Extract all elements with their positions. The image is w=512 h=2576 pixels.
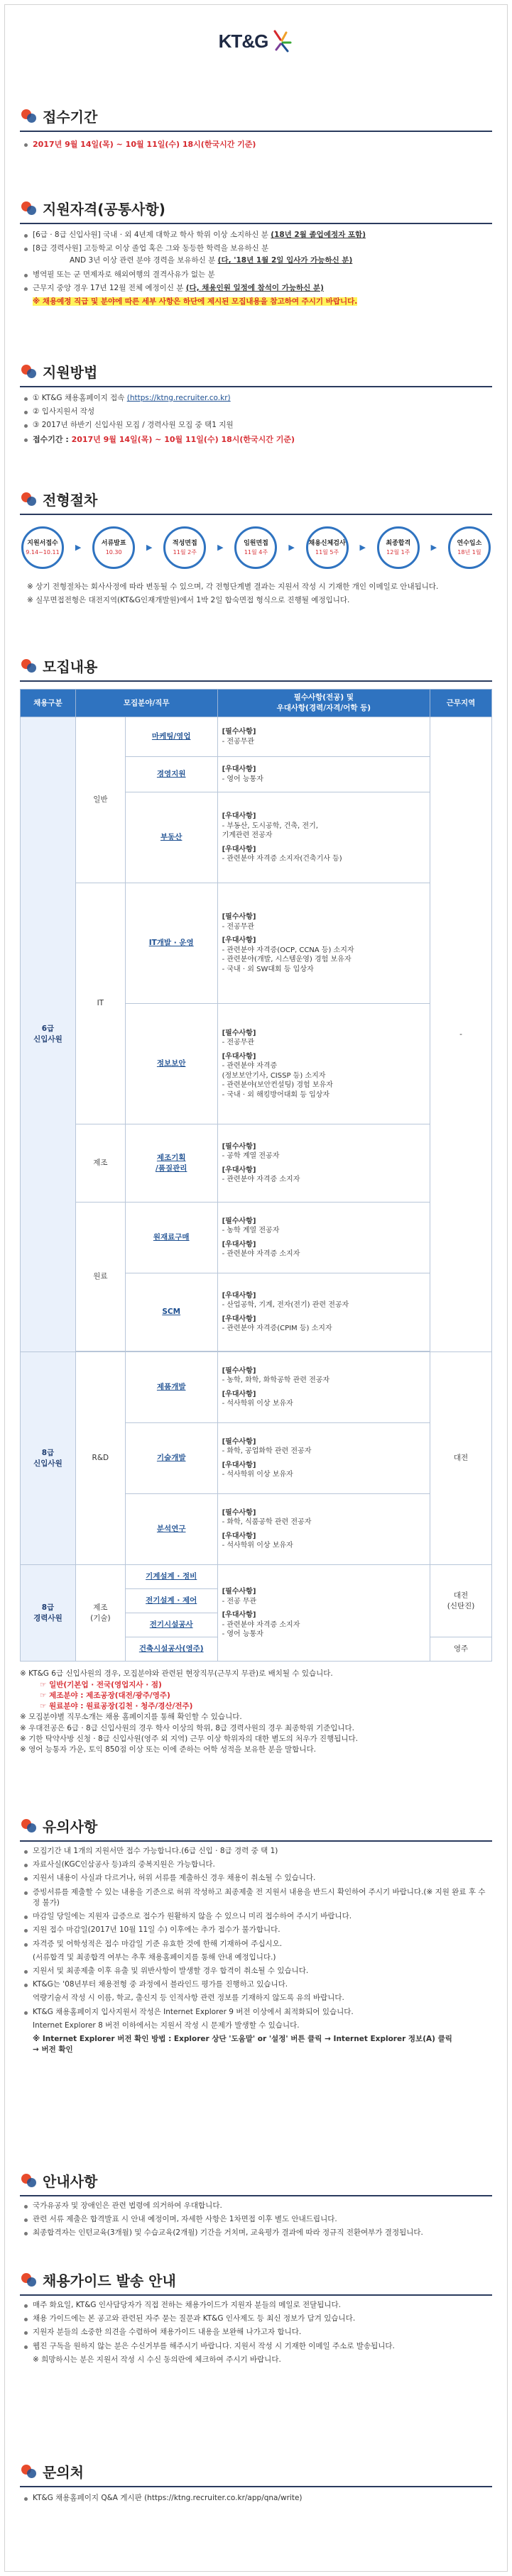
qual-line: [필수사항] bbox=[222, 1142, 256, 1151]
apply-period: 접수기간 : 2017년 9월 14일(목) ~ 10월 11일(수) 18시(한국시간 기준) bbox=[20, 434, 492, 446]
section-title: 유의사항 bbox=[43, 1818, 98, 1835]
qual-line: [우대사항] bbox=[222, 1291, 256, 1300]
process-step: 연수입소 18년 1월 bbox=[448, 526, 491, 569]
table-row: 분석연구 [필수사항] - 화학, 식품공학 관련 전공자 [우대사항] - 석사학위 이상 보유자 bbox=[21, 1494, 492, 1565]
process-step: 임원면접 11월 4주 bbox=[234, 526, 277, 569]
arrow-right-icon: ▶ bbox=[146, 543, 153, 553]
qual-line: - 국내 · 외 SW대회 등 입상자 bbox=[222, 965, 314, 973]
qual-line: - 관련분야 자격증 bbox=[222, 1062, 278, 1071]
qual-line: - 관련분야 자격증(CPIM 등) 소지자 bbox=[222, 1325, 332, 1333]
table-row: 8급 신입사원 R&D 제품개발 [필수사항] - 농학, 화학, 화학공학 관련 전공자 [우대사항] - 석사학위 이상 보유자 대전 bbox=[21, 1352, 492, 1423]
qual-q2 bbox=[217, 757, 430, 792]
qual-line: - 석사학위 이상 보유자 bbox=[222, 1542, 293, 1550]
apply-step: ② 입사지원서 작성 bbox=[20, 407, 492, 417]
qual-line: [우대사항] bbox=[222, 1390, 256, 1398]
section-bullet-icon bbox=[20, 491, 38, 509]
qual-line: [필수사항] bbox=[222, 1508, 256, 1517]
section-title: 지원방법 bbox=[43, 363, 98, 381]
qual-line: - 관련분야 자격증 소지자 bbox=[222, 1620, 300, 1629]
ktng-logo bbox=[0, 28, 512, 55]
header-qual: 필수사항(전공) 및 우대사항(경력/자격/어학 등) bbox=[217, 690, 430, 717]
qual-line: [우대사항] bbox=[222, 765, 256, 774]
qual-line: [필수사항] bbox=[222, 1588, 256, 1596]
qual-line: - 관련분야 자격증 소지자 bbox=[222, 1176, 300, 1184]
arrow-right-icon: ▶ bbox=[359, 543, 366, 553]
section-bullet-icon bbox=[20, 2172, 38, 2191]
header-group: 채용구분 bbox=[21, 690, 76, 717]
qual-line: - 관련분야(보안컨설팅) 경험 보유자 bbox=[222, 1081, 333, 1090]
qual-line: [필수사항] bbox=[222, 1217, 256, 1225]
header-place: 근무지역 bbox=[430, 690, 492, 717]
qual-q3 bbox=[217, 792, 430, 883]
arrow-right-icon: ▶ bbox=[430, 543, 437, 553]
recruit-site-link[interactable]: (https://ktng.recruiter.co.kr) bbox=[126, 394, 231, 402]
section-bullet-icon bbox=[20, 1818, 38, 1836]
qual-line: - 공학 계열 전공자 bbox=[222, 1152, 280, 1161]
group-6: 6급 신입사원 bbox=[21, 717, 76, 1352]
caution-item: ※ Internet Explorer 버전 확인 방법 : Explorer 상단 '도움말' or '설정' 버튼 클릭 → Internet Explorer 정보(A) 클릭 bbox=[33, 2035, 452, 2044]
group-career: 8급 경력사원 bbox=[21, 1565, 76, 1662]
section-contact bbox=[20, 2462, 492, 2504]
section-bullet-icon bbox=[20, 108, 38, 126]
logo-text: KT&G bbox=[218, 31, 268, 52]
qual-line: [우대사항] bbox=[222, 1166, 256, 1174]
qual-line: 기계관련 전공자 bbox=[222, 831, 273, 840]
table-header-row bbox=[21, 690, 492, 717]
note: ※ KT&G 6급 신입사원의 경우, 모집분야와 관련된 현장직무(근무지 무관)로 배치될 수 있습니다. bbox=[20, 1669, 333, 1679]
recruitment-table bbox=[20, 689, 492, 1662]
qual-line: [우대사항] bbox=[222, 845, 256, 853]
notice-item: 관련 서류 제출은 합격발표 시 안내 예정이며, 자세한 사항은 1차면접 이후 별도 안내드립니다. bbox=[20, 2214, 492, 2225]
qual-line: - 관련분야 자격증(OCP, CCNA 등) 소지자 bbox=[222, 946, 354, 954]
qual-q5 bbox=[217, 1004, 430, 1124]
caution-item: → 버전 확인 bbox=[33, 2045, 73, 2055]
table-row: 8급 경력사원 제조 (기술) 기계설계 · 정비 [필수사항] - 전공 무관 [우대사항] - 관련분야 자격증 소지자 - 영어 능통자 대전 (신탄진) bbox=[21, 1565, 492, 1589]
qual-line: (정보보안기사, CISSP 등) 소지자 bbox=[222, 1071, 326, 1080]
qual-line: - 관련분야(개발, 시스템운영) 경험 보유자 bbox=[222, 956, 352, 964]
caution-item: 증빙서류를 제출할 수 있는 내용을 기준으로 허위 작성하고 최종제출 전 지원서 내용을 반드시 확인하여 주시기 바랍니다.(※ 지원 완료 후 수정 불가) bbox=[20, 1887, 492, 1908]
caution-item: KT&G는 '08년부터 채용전형 중 과정에서 블라인드 평가를 진행하고 있습니다. bbox=[20, 1979, 492, 1990]
table-row: 제조 제조기획 /품질관리 [필수사항] - 공학 계열 전공자 [우대사항] - 관련분야 자격증 소지자 bbox=[21, 1124, 492, 1203]
qual-line: [우대사항] bbox=[222, 1532, 256, 1540]
qual-line: - 관련분야 자격증 소지자(건축기사 등) bbox=[222, 855, 342, 863]
section-title: 채용가이드 발송 안내 bbox=[43, 2272, 176, 2289]
qual-line: - 석사학위 이상 보유자 bbox=[222, 1471, 293, 1479]
qual-q9 bbox=[217, 1352, 430, 1423]
caution-item: 자격증 및 어학성적은 접수 마감일 기준 유효한 것에 한해 기재하여 주십시오. bbox=[20, 1939, 492, 1950]
section-title: 지원자격(공통사항) bbox=[43, 200, 165, 218]
section-bullet-icon bbox=[20, 2463, 38, 2482]
qual-item: 병역필 또는 군 면제자로 해외여행의 결격사유가 없는 분 bbox=[20, 270, 492, 280]
qual-line: - 농학, 화학, 화학공학 관련 전공자 bbox=[222, 1376, 330, 1385]
note: ☞ 제조분야 : 제조공장(대전/광주/영주) bbox=[40, 1691, 170, 1700]
section-bullet-icon bbox=[20, 200, 38, 219]
note: ※ 우대전공은 6급 · 8급 신입사원의 경우 학사 이상의 학위, 8급 경력사원의 경우 최종학위 기준입니다. bbox=[20, 1723, 355, 1732]
caution-item: 역량기술서 작성 시 이름, 학교, 출신지 등 인적사항 관련 정보를 기재하지 않도록 유의 바랍니다. bbox=[33, 1994, 344, 2003]
notice-item: 국가유공자 및 장애인은 관련 법령에 의거하여 우대합니다. bbox=[20, 2201, 492, 2211]
guide-item: ※ 희망하시는 분은 지원서 작성 시 수신 동의란에 체크하여 주시기 바랍니다. bbox=[33, 2355, 281, 2364]
section-application-period bbox=[20, 106, 492, 150]
guide-item: 매주 화요일, KT&G 인사담당자가 직접 전하는 채용가이드가 지원자 분들의 메일로 전달됩니다. bbox=[20, 2300, 492, 2311]
qual-line: - 관련분야 자격증 소지자 bbox=[222, 1250, 300, 1259]
caution-item: 모집기간 내 1개의 지원서만 접수 가능합니다.(6급 신입 · 8급 경력 중 택 1) bbox=[20, 1846, 492, 1857]
logo-mark-icon bbox=[272, 30, 293, 54]
qual-item: AND 3년 이상 관련 분야 경력을 보유하신 분 (다, '18년 1월 2일 입사가 가능하신 분) bbox=[70, 256, 353, 265]
section-how-to-apply bbox=[20, 362, 492, 446]
section-title: 문의처 bbox=[43, 2463, 84, 2481]
caution-item: Internet Explorer 8 버전 이하에서는 지원서 작성 시 문제가 발생할 수 있습니다. bbox=[33, 2021, 300, 2030]
qual-q12 bbox=[217, 1565, 430, 1662]
qual-q4 bbox=[217, 883, 430, 1004]
qual-line: [필수사항] bbox=[222, 1366, 256, 1375]
qual-line: [우대사항] bbox=[222, 1315, 256, 1323]
process-note: ※ 상기 전형절차는 회사사정에 따라 변동될 수 있으며, 각 전형단계별 결과는 지원서 작성 시 기재한 개인 이메일로 안내됩니다. bbox=[27, 582, 439, 591]
table-row: 부동산 [우대사항] - 부동산, 도시공학, 건축, 전기, 기계관련 전공자 [우대사항] - 관련분야 자격증 소지자(건축기사 등) bbox=[21, 792, 492, 883]
arrow-right-icon: ▶ bbox=[75, 543, 82, 553]
qual-line: - 영어 능통자 bbox=[222, 775, 263, 783]
apply-step: ③ 2017년 하반기 신입사원 모집 / 경력사원 모집 중 택1 지원 bbox=[20, 420, 492, 431]
note: ※ 모집분야별 직무소개는 채용 홈페이지를 통해 확인할 수 있습니다. bbox=[20, 1713, 242, 1722]
caution-item: 지원서 및 최종제출 이후 유출 및 위반사항이 발생할 경우 합격이 취소될 수 있습니다. bbox=[20, 1966, 492, 1977]
qual-q8 bbox=[217, 1273, 430, 1351]
guide-item: 웹진 구독을 원하지 않는 분은 수신거부를 해주시기 바랍니다. 지원서 작성 시 기재한 이메일 주소로 발송됩니다. bbox=[20, 2341, 492, 2352]
process-step: 채용신체검사 11월 5주 bbox=[306, 526, 349, 569]
qual-line: [우대사항] bbox=[222, 1240, 256, 1249]
process-step: 서류발표 10.30 bbox=[92, 526, 135, 569]
table-row: 전기설계 · 제어 bbox=[21, 1589, 492, 1613]
qual-line: [우대사항] bbox=[222, 1052, 256, 1061]
arrow-right-icon: ▶ bbox=[288, 543, 295, 553]
qual-q1 bbox=[217, 717, 430, 757]
qna-link[interactable]: KT&G 채용홈페이지 Q&A 게시판 (https://ktng.recruiter.co.kr/app/qna/write) bbox=[33, 2494, 303, 2502]
qual-line: [우대사항] bbox=[222, 936, 256, 945]
group-8: 8급 신입사원 bbox=[21, 1352, 76, 1565]
caution-item: KT&G 채용홈페이지 입사지원서 작성은 Internet Explorer 9 버전 이상에서 최적화되어 있습니다. bbox=[20, 2007, 492, 2018]
period-text: 2017년 9월 14일(목) ~ 10월 11일(수) 18시(한국시간 기준) bbox=[33, 140, 256, 149]
qual-line: - 부동산, 도시공학, 건축, 전기, bbox=[222, 822, 318, 830]
section-title: 접수기간 bbox=[43, 108, 98, 126]
table-row: 정보보안 [필수사항] - 전공무관 [우대사항] - 관련분야 자격증 (정보보안기사, CISSP 등) 소지자 - 관련분야(보안컨설팅) 경험 보유자 - 국내 · 외 해킹방어대회 등 입상자 bbox=[21, 1004, 492, 1124]
process-step: 최종합격 12월 1주 bbox=[377, 526, 420, 569]
table-row: 6급 신입사원 일반 마케팅/영업 [필수사항] - 전공무관 - bbox=[21, 717, 492, 757]
header-field: 모집분야/직무 bbox=[75, 690, 217, 717]
arrow-right-icon: ▶ bbox=[217, 543, 224, 553]
apply-step: ① KT&G 채용홈페이지 접속 (https://ktng.recruiter.co.kr) bbox=[20, 393, 492, 404]
section-notice bbox=[20, 2171, 492, 2239]
caution-item: 지원 접수 마감일(2017년 10월 11일 수) 이후에는 추가 접수가 불가합니다. bbox=[20, 1925, 492, 1935]
qual-line: - 전공무관 bbox=[222, 737, 255, 746]
qual-line: [필수사항] bbox=[222, 728, 256, 736]
section-title: 모집내용 bbox=[43, 658, 98, 675]
section-process bbox=[20, 490, 492, 606]
qual-line: - 산업공학, 기계, 전자(전기) 관련 전공자 bbox=[222, 1301, 349, 1310]
qual-line: - 전공무관 bbox=[222, 1039, 255, 1047]
qual-line: - 전공 무관 bbox=[222, 1597, 257, 1605]
section-recruitment bbox=[20, 656, 492, 1755]
section-cautions bbox=[20, 1816, 492, 2056]
qual-q7 bbox=[217, 1203, 430, 1273]
section-bullet-icon bbox=[20, 363, 38, 382]
section-qualification bbox=[20, 199, 492, 307]
recruitment-notes bbox=[20, 1669, 492, 1755]
qual-q10 bbox=[217, 1423, 430, 1494]
table-row: 전기시설공사 bbox=[21, 1613, 492, 1637]
qual-line: - 석사학위 이상 보유자 bbox=[222, 1400, 293, 1408]
caution-item: (서류합격 및 최종합격 여부는 추후 채용홈페이지를 통해 안내 예정입니다.) bbox=[33, 1952, 276, 1962]
qual-line: - 화학, 공업화학 관련 전공자 bbox=[222, 1447, 312, 1456]
process-step: 지원서접수 9.14~10.11 bbox=[21, 526, 64, 569]
qual-item: [8급 경력사원] 고등학교 이상 졸업 혹은 그와 동등한 학력을 보유하신 분 bbox=[20, 243, 492, 254]
note: ※ 기한 탁약사방 신청 · 8급 신입사원(영주 외 지역) 근무 이상 학위자의 대한 별도의 처우가 진행됩니다. bbox=[20, 1734, 358, 1743]
qual-q11 bbox=[217, 1494, 430, 1565]
process-step: 적성면접 11월 2주 bbox=[163, 526, 206, 569]
table-row: SCM [우대사항] - 산업공학, 기계, 전자(전기) 관련 전공자 [우대사항] - 관련분야 자격증(CPIM 등) 소지자 bbox=[21, 1273, 492, 1351]
qual-item: [6급 · 8급 신입사원] 국내 · 외 4년제 대학교 학사 학위 이상 소지하신 분 (18년 2월 졸업예정자 포함) bbox=[20, 230, 492, 241]
guide-item: 채용 가이드에는 본 공고와 관련된 자주 묻는 질문과 KT&G 인사제도 등 최신 정보가 담겨 있습니다. bbox=[20, 2314, 492, 2324]
qual-note: ※ 채용예정 직급 및 분야에 따른 세부 사항은 하단에 제시된 모집내용을 참고하여 주시기 바랍니다. bbox=[33, 297, 358, 306]
qual-q6 bbox=[217, 1124, 430, 1203]
qual-line: - 영어 능통자 bbox=[222, 1630, 263, 1639]
section-bullet-icon bbox=[20, 2272, 38, 2290]
process-note: ※ 실무면접전형은 대전지역(KT&G인재개발원)에서 1박 2일 합숙면접 형식으로 진행될 예정입니다. bbox=[27, 596, 350, 605]
table-row: 경영지원 [우대사항] - 영어 능통자 bbox=[21, 757, 492, 792]
caution-item: 마감일 당일에는 지원자 급증으로 접수가 원활하지 않을 수 있으니 미리 접수하여 주시기 바랍니다. bbox=[20, 1911, 492, 1922]
qual-line: [필수사항] bbox=[222, 1437, 256, 1446]
qual-line: [필수사항] bbox=[222, 913, 256, 922]
guide-item: 지원자 분들의 소중한 의견을 수렴하여 채용가이드 내용을 보완해 나가고자 합니다. bbox=[20, 2327, 492, 2338]
qual-line: [우대사항] bbox=[222, 1611, 256, 1620]
note: ☞ 원료분야 : 원료공장(김천 · 청주/경산/전주) bbox=[40, 1702, 193, 1711]
table-row: IT IT개발 · 운영 [필수사항] - 전공무관 [우대사항] - 관련분야 자격증(OCP, CCNA 등) 소지자 - 관련분야(개발, 시스템운영) 경험 보유자 - 국내 · 외 SW대회 등 입상자 bbox=[21, 883, 492, 1004]
caution-item: 자료사실(KGC인삼공사 등)과의 중복지원은 가능합니다. bbox=[20, 1859, 492, 1870]
qual-line: [우대사항] bbox=[222, 812, 256, 821]
section-title: 전형절차 bbox=[43, 491, 98, 509]
notice-item: 최종합격자는 인턴교육(3개월) 및 수습교육(2개월) 기간을 거치며, 교육평가 결과에 따라 정규직 전환여부가 결정됩니다. bbox=[20, 2228, 492, 2238]
qual-line: - 국내 · 외 해킹방어대회 등 입상자 bbox=[222, 1090, 330, 1099]
process-steps bbox=[20, 526, 492, 569]
table-row: 기술개발 [필수사항] - 화학, 공업화학 관련 전공자 [우대사항] - 석사학위 이상 보유자 bbox=[21, 1423, 492, 1494]
section-guide-mail bbox=[20, 2270, 492, 2365]
table-row: 원료 원재료구매 [필수사항] - 농학 계열 전공자 [우대사항] - 관련분야 자격증 소지자 bbox=[21, 1203, 492, 1273]
note: ※ 영어 능통자 가운, 토익 850점 이상 또는 이에 준하는 어학 성적을 보유한 분을 말합니다. bbox=[20, 1745, 316, 1754]
qual-item: 근무지 중앙 경우 17년 12월 전체 예정이신 분 (다, 채용인원 일정에 참석이 가능하신 분) bbox=[20, 283, 492, 294]
table-row: 건축시설공사(영주) 영주 bbox=[21, 1637, 492, 1662]
note: ☞ 일반(기본업 · 전국(영업지사 · 점) bbox=[40, 1680, 162, 1689]
qual-line: - 농학 계열 전공자 bbox=[222, 1227, 280, 1235]
caution-item: 지원서 내용이 사실과 다르거나, 허위 서류를 제출하신 경우 채용이 취소될 수 있습니다. bbox=[20, 1873, 492, 1884]
qual-line: - 화학, 식품공학 관련 전공자 bbox=[222, 1518, 312, 1527]
qual-line: - 전공무관 bbox=[222, 922, 255, 931]
section-title: 안내사항 bbox=[43, 2172, 98, 2190]
qual-line: [우대사항] bbox=[222, 1461, 256, 1469]
qual-line: [필수사항] bbox=[222, 1029, 256, 1037]
section-bullet-icon bbox=[20, 658, 38, 676]
